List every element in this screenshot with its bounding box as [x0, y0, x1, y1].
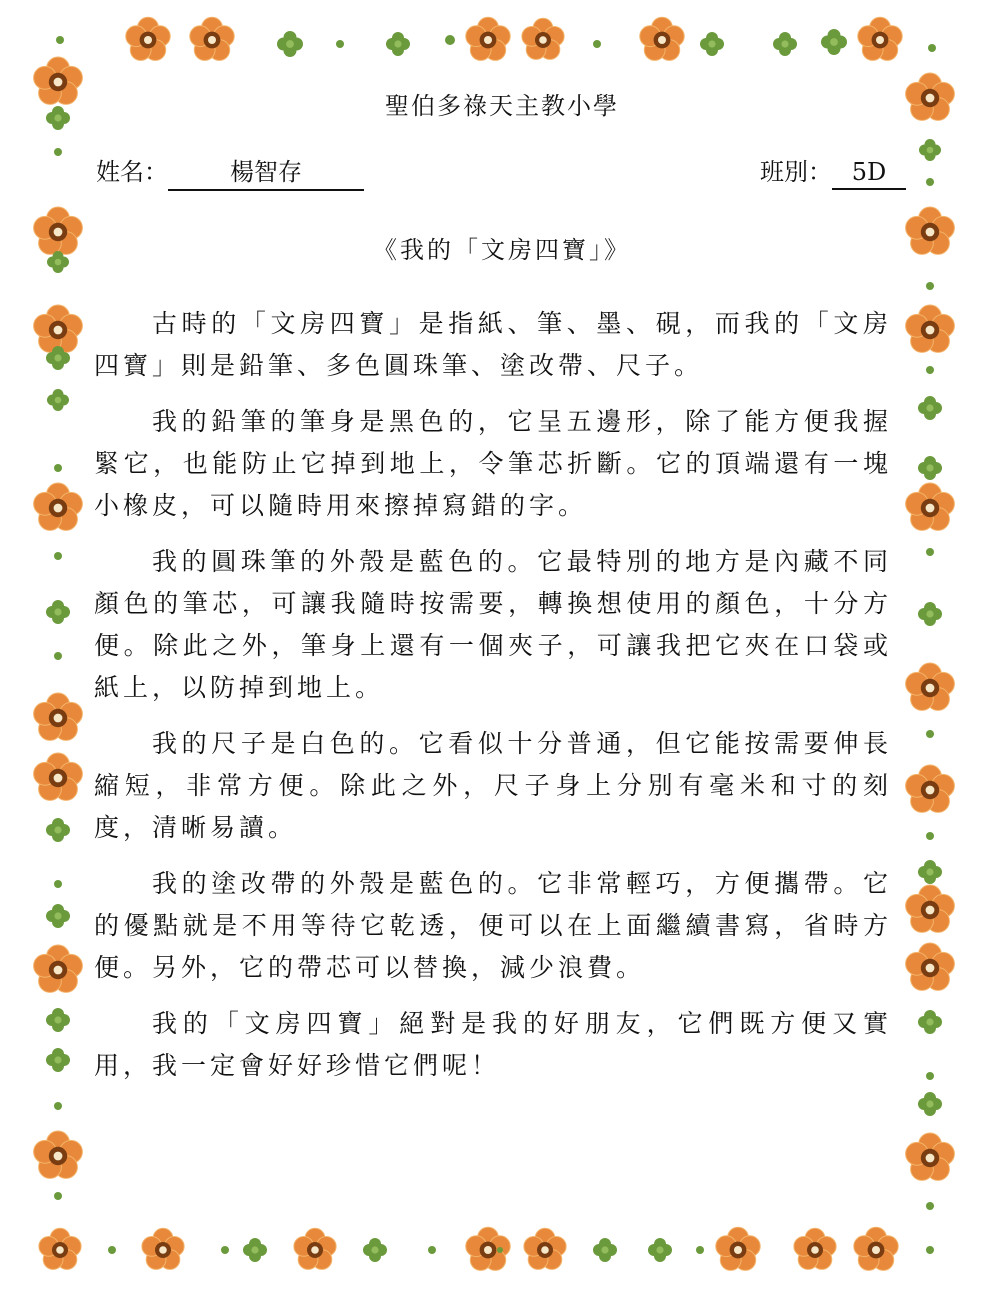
clover-icon	[918, 456, 942, 480]
clover-icon	[363, 1238, 387, 1262]
clover-icon	[386, 32, 410, 56]
dot-icon	[54, 880, 62, 888]
flower-icon	[906, 483, 955, 530]
clover-icon	[918, 1010, 942, 1034]
dot-icon	[926, 1246, 934, 1254]
name-label: 姓名：	[96, 158, 168, 186]
clover-icon	[46, 904, 70, 928]
flower-icon	[466, 1227, 510, 1270]
flower-icon	[126, 17, 170, 60]
flower-icon	[716, 1227, 760, 1270]
clover-icon	[46, 818, 70, 842]
flower-icon	[34, 753, 83, 800]
essay-paragraph: 我的鉛筆的筆身是黑色的，它呈五邊形，除了能方便我握緊它，也能防止它掉到地上，令筆芯折斷。它的頂端還有一塊小橡皮，可以隨時用來擦掉寫錯的字。	[94, 407, 892, 520]
flower-icon	[906, 305, 955, 352]
dot-icon	[336, 40, 344, 48]
dot-icon	[926, 730, 934, 738]
dot-icon	[54, 1102, 62, 1110]
flower-icon	[858, 17, 902, 60]
clover-icon	[773, 32, 797, 56]
name-value: 楊智存	[168, 152, 364, 191]
flower-icon	[906, 885, 955, 932]
clover-icon	[46, 346, 70, 370]
dot-icon	[926, 178, 934, 186]
dot-icon	[56, 36, 64, 44]
student-info-row	[96, 152, 906, 192]
clover-icon	[47, 389, 69, 411]
dot-icon	[926, 1202, 934, 1210]
clover-icon	[46, 1008, 70, 1032]
dot-icon	[428, 1246, 436, 1254]
clover-icon	[821, 29, 847, 55]
flower-icon	[522, 18, 564, 59]
dot-icon	[926, 548, 934, 556]
flower-icon	[34, 1131, 83, 1178]
flower-icon	[34, 693, 83, 740]
flower-icon	[906, 1133, 955, 1180]
dot-icon	[928, 44, 936, 52]
clover-icon	[648, 1238, 672, 1262]
flower-icon	[906, 765, 955, 812]
dot-icon	[108, 1246, 116, 1254]
dot-icon	[696, 1246, 704, 1254]
school-name: 聖伯多祿天主教小學	[385, 92, 619, 120]
flower-icon	[640, 17, 684, 60]
flower-icon	[466, 17, 510, 60]
clover-icon	[277, 31, 303, 57]
clover-icon	[919, 139, 941, 161]
flower-icon	[294, 1228, 336, 1269]
clover-icon	[243, 1238, 267, 1262]
name-field	[96, 152, 364, 191]
dot-icon	[54, 1192, 62, 1200]
dot-icon	[54, 148, 62, 156]
class-field	[760, 152, 906, 190]
clover-icon	[918, 860, 942, 884]
flower-icon	[524, 1228, 566, 1269]
essay-body	[94, 303, 892, 1101]
dot-icon	[497, 1247, 503, 1253]
flower-icon	[39, 1228, 81, 1269]
clover-icon	[593, 1238, 617, 1262]
flower-icon	[854, 1227, 898, 1270]
essay-title: 《我的「文房四寶」》	[373, 236, 631, 264]
dot-icon	[926, 832, 934, 840]
dot-icon	[926, 282, 934, 290]
essay-paragraph: 我的圓珠筆的外殼是藍色的。它最特別的地方是內藏不同顏色的筆芯，可讓我隨時按需要，轉換想使用的顏色，十分方便。除此之外，筆身上還有一個夾子，可讓我把它夾在口袋或紙上，以防掉到地上。	[94, 547, 892, 702]
clover-icon	[918, 602, 942, 626]
flower-icon	[190, 17, 234, 60]
dot-icon	[54, 464, 62, 472]
dot-icon	[54, 652, 62, 660]
class-value: 5D	[832, 158, 906, 190]
dot-icon	[926, 1072, 934, 1080]
essay-paragraph: 我的「文房四寶」絕對是我的好朋友，它們既方便又實用，我一定會好好珍惜它們呢！	[94, 1009, 892, 1080]
clover-icon	[700, 32, 724, 56]
dot-icon	[445, 35, 455, 45]
clover-icon	[46, 1048, 70, 1072]
flower-icon	[34, 945, 83, 992]
dot-icon	[593, 40, 601, 48]
essay-paragraph: 我的塗改帶的外殼是藍色的。它非常輕巧，方便攜帶。它的優點就是不用等待它乾透，便可以在上面繼續書寫，省時方便。另外，它的帶芯可以替換，減少浪費。	[94, 869, 892, 982]
class-label: 班別：	[760, 158, 832, 186]
dot-icon	[221, 1246, 229, 1254]
clover-icon	[918, 1092, 942, 1116]
flower-icon	[142, 1228, 184, 1269]
flower-icon	[34, 483, 83, 530]
dot-icon	[54, 552, 62, 560]
flower-icon	[906, 663, 955, 710]
dot-icon	[926, 366, 934, 374]
flower-icon	[906, 943, 955, 990]
clover-icon	[46, 600, 70, 624]
clover-icon	[918, 396, 942, 420]
flower-icon	[794, 1228, 836, 1269]
essay-paragraph: 我的尺子是白色的。它看似十分普通，但它能按需要伸長縮短，非常方便。除此之外，尺子身上分別有毫米和寸的刻度，清晰易讀。	[94, 729, 892, 842]
flower-icon	[34, 305, 83, 352]
essay-paragraph: 古時的「文房四寶」是指紙、筆、墨、硯，而我的「文房四寶」則是鉛筆、多色圓珠筆、塗改帶、尺子。	[94, 309, 892, 380]
